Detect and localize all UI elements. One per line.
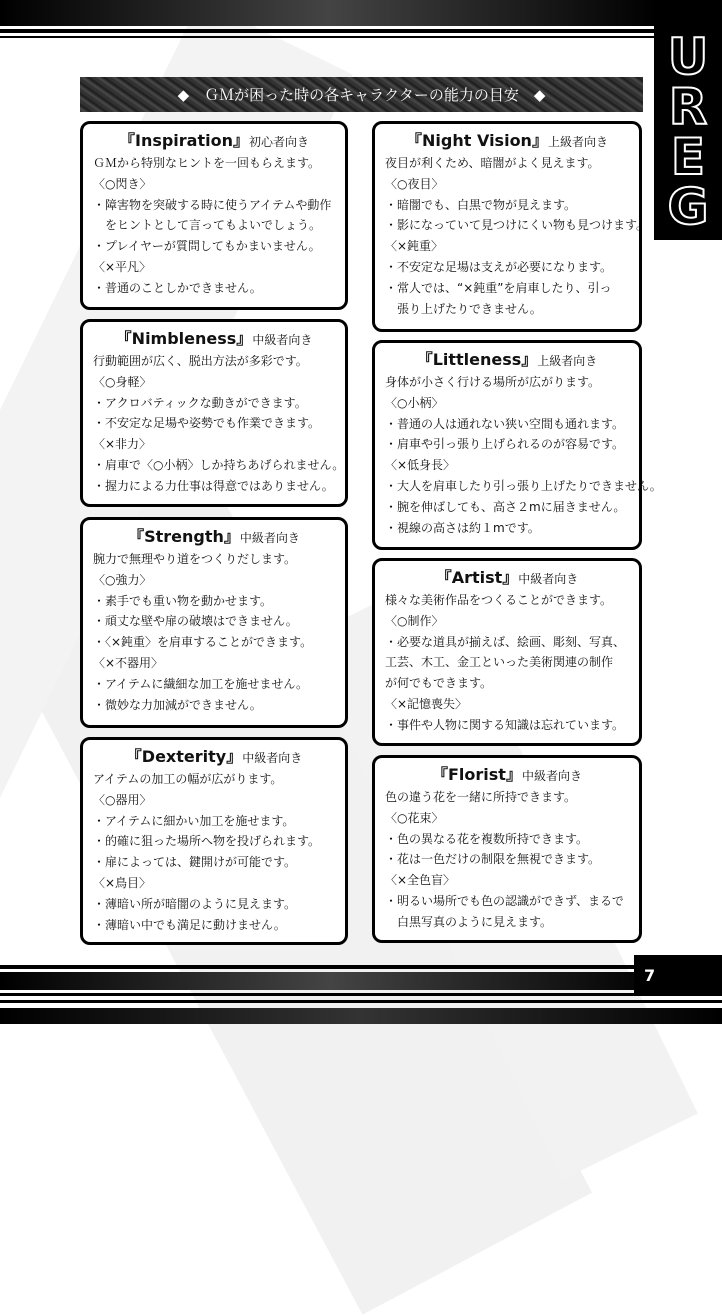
card-line: ・プレイヤーが質問してもかまいません。	[93, 239, 321, 254]
card-line: ・肩車で〈○小柄〉しか持ちあげられません。	[93, 457, 345, 472]
card-level: 中級者向き	[242, 751, 303, 765]
card-line: ・明るい場所でも色の認識ができず、まるで	[385, 893, 624, 908]
card-line: 〈○強力〉	[93, 572, 152, 587]
ability-card-inspiration	[80, 121, 348, 310]
card-line: 工芸、木工、金工といった美術関連の制作	[385, 655, 614, 670]
top-decor-bar	[0, 0, 658, 26]
card-line: ・肩車や引っ張り上げられるのが容易です。	[385, 437, 625, 452]
top-decor-line	[0, 29, 658, 33]
ability-card-dexterity	[80, 737, 348, 945]
card-header	[385, 130, 629, 153]
card-line: ・不安定な足場や姿勢でも作業できます。	[93, 416, 321, 431]
side-title-letter: U	[667, 28, 709, 86]
card-line: ・花は一色だけの制限を無視できます。	[385, 852, 601, 867]
card-line: ・素手でも重い物を動かせます。	[93, 593, 273, 608]
ability-card-florist	[372, 755, 642, 943]
card-level: 初心者向き	[249, 135, 310, 149]
card-line: 〈×鈍重〉	[385, 239, 444, 254]
card-line: 〈×低身長〉	[385, 458, 456, 473]
card-line: 〈×全色盲〉	[385, 873, 456, 888]
card-line: 〈○夜目〉	[385, 176, 444, 191]
card-line: 〈○制作〉	[385, 613, 444, 628]
top-decor-line	[0, 36, 658, 38]
card-line: ・薄暗い所が暗闇のように見えます。	[93, 896, 297, 911]
card-level: 中級者向き	[239, 531, 300, 545]
ability-card-night-vision	[372, 121, 649, 332]
card-line: ・頑丈な壁や扉の破壊はできません。	[93, 614, 298, 629]
banner-title: ◆ ＧＭが困った時の各キャラクターの能力の目安 ◆	[177, 86, 546, 104]
card-header	[385, 349, 629, 372]
card-line: ・薄暗い中でも満足に動けません。	[93, 917, 286, 932]
card-header	[385, 567, 629, 590]
card-header	[93, 746, 335, 769]
card-header	[385, 764, 629, 787]
card-line: ・腕を伸ばしても、高さ２mに届きません。	[385, 499, 626, 514]
card-title: 『Dexterity』	[125, 747, 243, 766]
card-line: ・影になっていて見つけにくい物も見つけます。	[385, 218, 649, 233]
card-line: ・微妙な力加減ができません。	[93, 697, 262, 712]
card-header	[93, 328, 335, 351]
card-line: 色の違う花を一緒に所持できます。	[385, 790, 577, 804]
card-line: ・〈×鈍重〉を肩車することができます。	[93, 635, 313, 650]
card-line: 〈○花束〉	[385, 810, 444, 825]
card-line: 〈×不器用〉	[93, 655, 164, 670]
card-header	[93, 526, 335, 549]
card-line: 白黒写真のように見えます。	[397, 914, 553, 929]
card-line: ・アイテムに繊細な加工を施せません。	[93, 676, 309, 691]
card-line: ・大人を肩車したり引っ張り上げたりできません。	[385, 478, 662, 493]
side-title-letter: R	[668, 78, 708, 136]
card-line: 〈×鳥目〉	[93, 875, 152, 890]
card-line: ・色の異なる花を複数所持できます。	[385, 831, 589, 846]
card-line: ・アイテムに細かい加工を施せます。	[93, 813, 295, 828]
card-title: 『Nimbleness』	[115, 329, 253, 348]
card-level: 上級者向き	[537, 354, 598, 368]
card-line: ・事件や人物に関する知識は忘れています。	[385, 717, 625, 732]
card-line: 様々な美術作品をつくることができます。	[385, 593, 613, 607]
card-title: 『Strength』	[128, 527, 240, 546]
card-line: 〈×平凡〉	[93, 259, 152, 274]
card-line: 〈○閃き〉	[93, 176, 152, 191]
page-number	[634, 955, 722, 995]
card-level: 中級者向き	[252, 333, 313, 347]
card-line: 張り上げたりできません。	[397, 301, 542, 316]
card-line: ・握力による力仕事は得意ではありません。	[93, 478, 334, 493]
ability-card-nimbleness	[80, 319, 348, 507]
card-line: 身体が小さく行ける場所が広がります。	[385, 375, 601, 389]
section-banner	[80, 77, 643, 112]
card-line: ・普通のことしかできません。	[93, 280, 262, 295]
ability-card-strength	[80, 517, 348, 728]
card-line: 〈×非力〉	[93, 437, 152, 452]
card-title: 『Littleness』	[416, 350, 538, 369]
card-line: ＧＭから特別なヒントを一回もらえます。	[93, 156, 321, 170]
ability-card-artist	[372, 558, 642, 746]
card-title: 『Florist』	[432, 765, 522, 784]
card-header	[93, 130, 335, 153]
card-line: アイテムの加工の幅が広がります。	[93, 772, 283, 786]
side-title-tab	[654, 0, 722, 240]
card-line: 〈×記憶喪失〉	[385, 696, 468, 711]
card-line: が何でもできます。	[385, 676, 493, 691]
card-line: 腕力で無理やり道をつくりだします。	[93, 552, 297, 566]
side-title-letter: E	[670, 128, 706, 186]
card-line: ・不安定な足場は支えが必要になります。	[385, 259, 613, 274]
card-line: ・暗闇でも、白黒で物が見えます。	[385, 197, 577, 212]
card-level: 中級者向き	[518, 572, 579, 586]
ability-card-littleness	[372, 340, 662, 550]
card-line: 〈○器用〉	[93, 792, 152, 807]
card-title: 『Inspiration』	[118, 131, 249, 150]
card-line: ・扉によっては、鍵開けが可能です。	[93, 855, 297, 870]
page-number-text: 7	[644, 965, 656, 985]
card-line: 〈○小柄〉	[385, 395, 444, 410]
card-title: 『Night Vision』	[406, 131, 548, 150]
card-line: ・必要な道具が揃えば、絵画、彫刻、写真、	[385, 634, 626, 649]
card-level: 中級者向き	[521, 769, 582, 783]
bottom-decor-line	[0, 1000, 722, 1003]
card-line: をヒントとして言ってもよいでしょう。	[105, 218, 322, 233]
bottom-decor-line	[0, 993, 722, 996]
card-line: ・常人では、“×鈍重”を肩車したり、引っ	[385, 280, 612, 295]
bottom-decor-line	[0, 965, 722, 969]
card-line: ・普通の人は通れない狭い空間も通れます。	[385, 416, 625, 431]
card-line: ・障害物を突破する時に使うアイテムや動作	[93, 197, 332, 212]
card-line: ・アクロバティックな動きができます。	[93, 395, 307, 410]
card-line: 夜目が利くため、暗闇がよく見えます。	[385, 156, 600, 170]
card-line: ・的確に狙った場所へ物を投げられます。	[93, 834, 321, 849]
bottom-decor-bar	[0, 1008, 722, 1024]
bottom-decor-bar	[0, 972, 660, 990]
card-title: 『Artist』	[435, 568, 519, 587]
card-line: ・視線の高さは約１mです。	[385, 520, 540, 535]
card-line: 行動範囲が広く、脱出方法が多彩です。	[93, 354, 308, 368]
card-line: 〈○身軽〉	[93, 374, 152, 389]
card-level: 上級者向き	[547, 135, 608, 149]
side-title-letter: G	[667, 178, 709, 236]
